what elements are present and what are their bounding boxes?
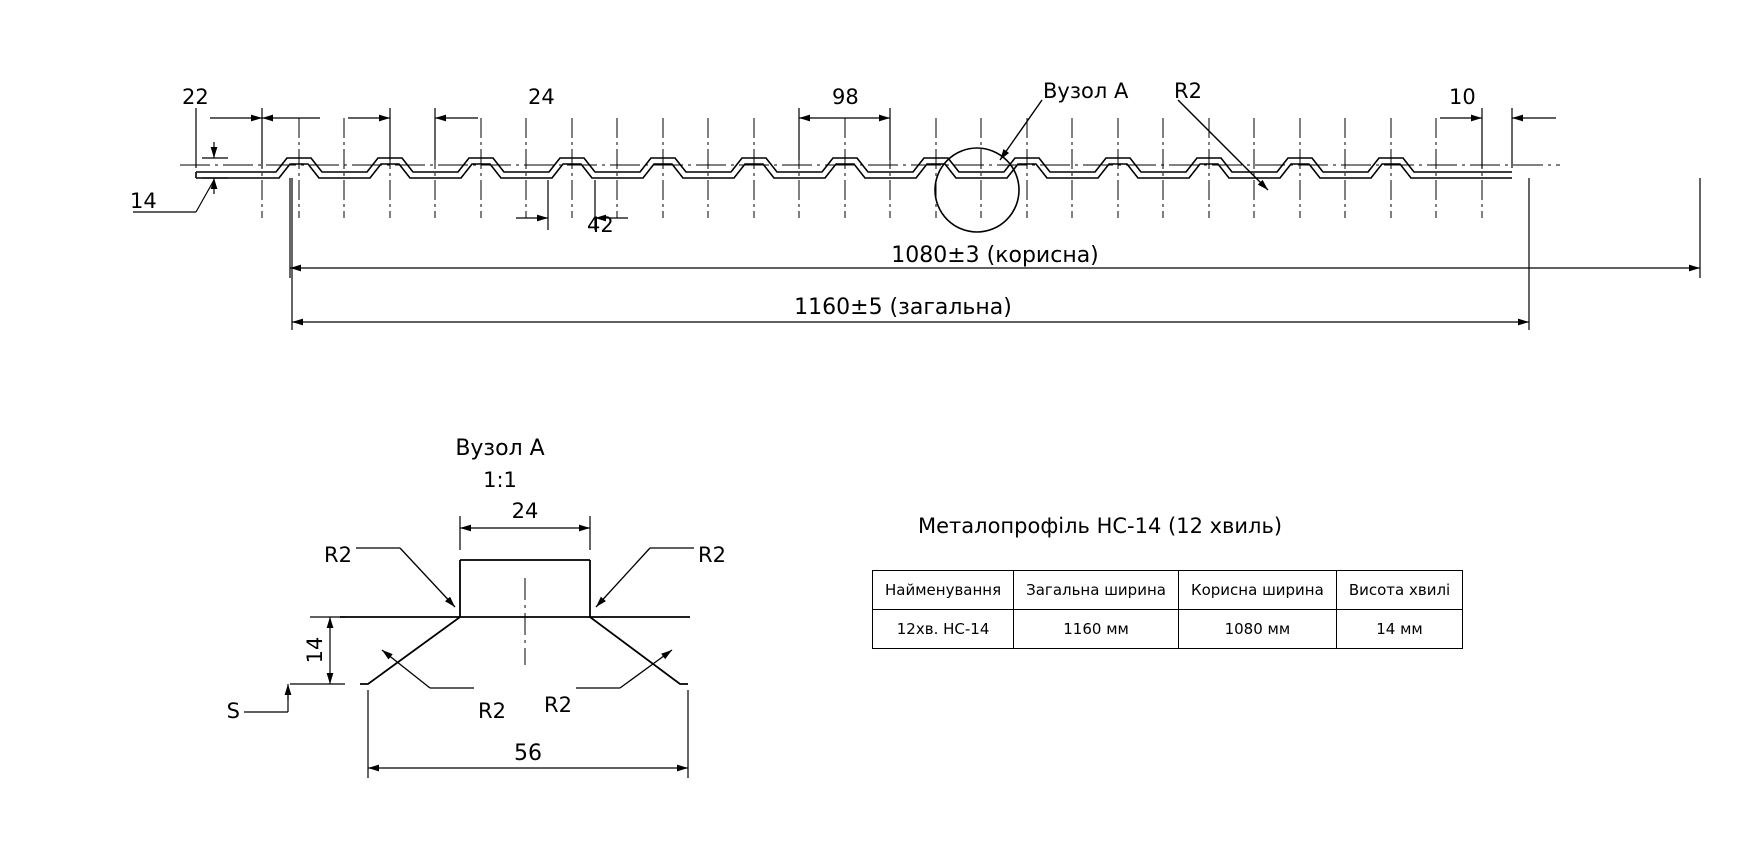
spec-header-useful-width: Корисна ширина: [1178, 571, 1336, 610]
spec-header-wave-height: Висота хвилі: [1336, 571, 1462, 610]
detail-r2-bottom-right: R2: [544, 693, 572, 717]
profile-section-outline: [196, 158, 1512, 178]
node-a-label: Вузол A: [1043, 79, 1129, 103]
node-a-detail-circle: [935, 148, 1019, 232]
dim-10-text: 10: [1449, 85, 1476, 109]
dim-42-text: 42: [587, 213, 614, 237]
spec-table: [872, 570, 1463, 649]
node-a-leader: [1000, 100, 1042, 160]
spec-table-title: Металопрофіль НС-14 (12 хвиль): [918, 514, 1283, 538]
detail-dim-24-text: 24: [511, 499, 539, 523]
detail-dim-s-text: S: [226, 699, 240, 723]
spec-cell-name: 12хв. НС-14: [873, 610, 1014, 649]
dim-useful-width-text: 1080±3 (корисна): [891, 243, 1099, 268]
detail-dim-14-text: 14: [303, 636, 327, 664]
dim-98-text: 98: [832, 85, 859, 109]
dim-24-top: [348, 108, 478, 160]
r2-label-topview: R2: [1174, 79, 1202, 103]
detail-profile-outline: [340, 560, 690, 684]
detail-view-node-a: [227, 436, 726, 778]
spec-cell-wave-height: 14 мм: [1336, 610, 1462, 649]
corrugation-centerlines: [262, 118, 1482, 218]
detail-title: Вузол А: [455, 436, 545, 461]
dim-total-width-text: 1160±5 (загальна): [794, 295, 1012, 320]
dim-10: [1440, 108, 1556, 168]
dim-24-top-text: 24: [528, 85, 555, 109]
dim-22: [196, 108, 320, 168]
top-view: [130, 79, 1700, 330]
table-row: [873, 610, 1463, 649]
spec-cell-useful-width: 1080 мм: [1178, 610, 1336, 649]
spec-cell-total-width: 1160 мм: [1014, 610, 1179, 649]
detail-r2-top-left: R2: [324, 543, 352, 567]
detail-scale: 1:1: [483, 468, 517, 492]
spec-table-header-row: [873, 571, 1463, 610]
detail-r2-top-right: R2: [698, 543, 726, 567]
detail-r2-bottom-left: R2: [478, 699, 506, 723]
spec-header-name: Найменування: [873, 571, 1014, 610]
dim-14-top-text: 14: [130, 189, 157, 213]
dim-22-text: 22: [182, 85, 209, 109]
spec-header-total-width: Загальна ширина: [1014, 571, 1179, 610]
detail-dim-s: [244, 684, 288, 712]
detail-dim-56-text: 56: [514, 741, 542, 766]
